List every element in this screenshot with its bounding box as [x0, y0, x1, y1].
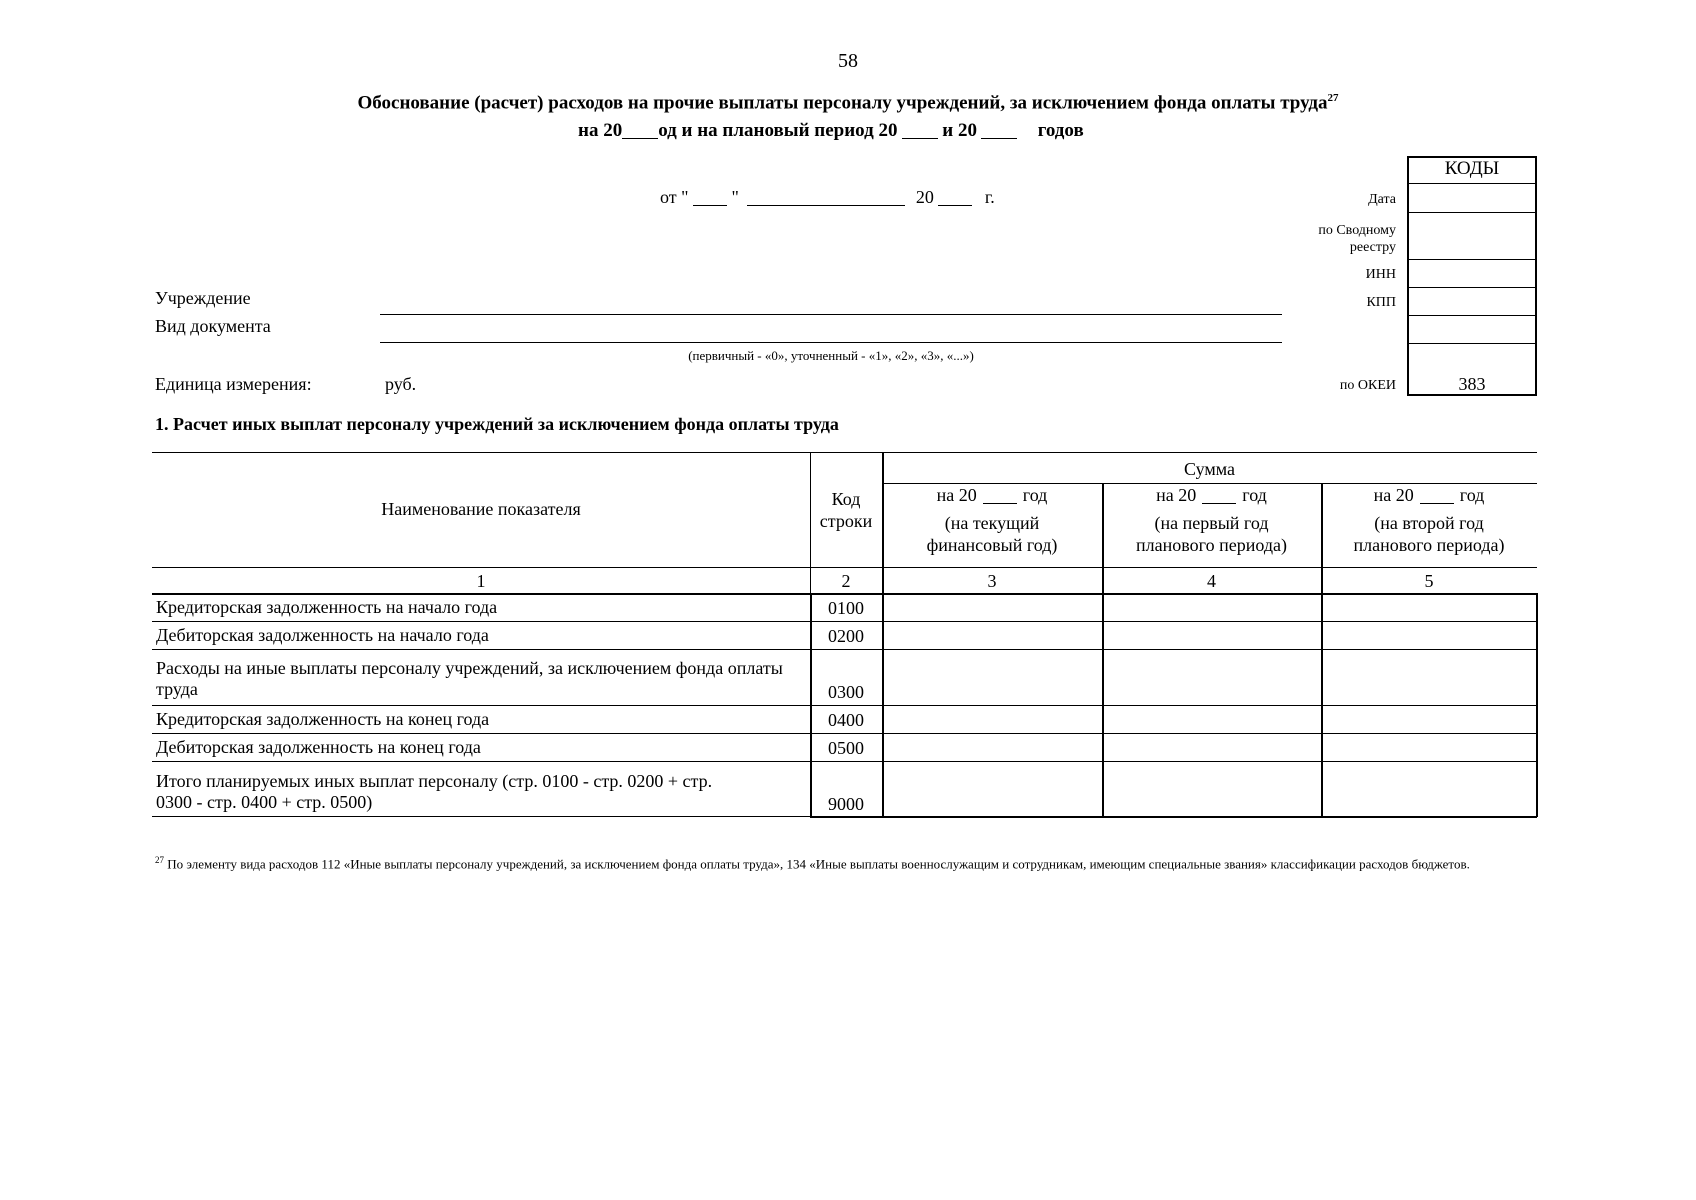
unit-value: руб. — [385, 374, 417, 394]
table-row-code: 0100 — [828, 598, 864, 618]
date-year-suffix: г. — [984, 187, 995, 207]
column-3-year-prefix: на 20 — [936, 485, 977, 505]
column-4-label-1: (на первый год — [1154, 513, 1269, 533]
column-5-year-prefix: на 20 — [1373, 485, 1414, 505]
table-bottom-border — [810, 816, 1537, 818]
column-3-label-1: (на текущий — [944, 513, 1040, 533]
column-header-sum: Сумма — [1184, 459, 1235, 479]
table-row-code: 0200 — [828, 626, 864, 646]
date-prefix: от " — [660, 187, 689, 207]
unit-label: Единица измерения: — [155, 374, 312, 394]
subtitle-part-4: годов — [1037, 120, 1084, 141]
codes-divider — [1407, 343, 1537, 344]
codes-divider — [1407, 315, 1537, 316]
table-row-name: Дебиторская задолженность на начало года — [156, 625, 489, 645]
okei-code-label: по ОКЕИ — [1339, 378, 1396, 393]
table-row-code: 9000 — [828, 794, 864, 814]
year-blank-2[interactable] — [902, 120, 938, 139]
table-row-name: Дебиторская задолженность на конец года — [156, 737, 481, 757]
column-4-year-suffix: год — [1242, 485, 1267, 505]
date-code-label: Дата — [1368, 192, 1396, 207]
column-5-label-2: планового периода) — [1353, 535, 1505, 555]
row-divider — [152, 649, 1537, 650]
table-row-code: 0500 — [828, 738, 864, 758]
column-5-label-1: (на второй год — [1374, 513, 1484, 533]
section-title: 1. Расчет иных выплат персоналу учреждений за исключением фонда оплаты труда — [155, 414, 839, 434]
footnote-text: По элементу вида расходов 112 «Иные выплаты персоналу учреждений, за исключением фонда оплаты труда», 134 «Иные выплаты военнослужащим и сотрудникам, имеющим специальные звания» классификации расходов бюджетов. — [167, 856, 1470, 872]
column-3-label-2: финансовый год) — [926, 535, 1058, 555]
kpp-code-label: КПП — [1366, 295, 1396, 310]
row-divider — [152, 621, 1537, 622]
column-3-year-suffix: год — [1022, 485, 1048, 505]
column-5-year-suffix: год — [1459, 485, 1485, 505]
row-divider — [152, 705, 1537, 706]
month-field[interactable] — [747, 187, 905, 206]
column-header-code-1: Код — [831, 489, 861, 509]
date-year-prefix: 20 — [915, 187, 934, 207]
year-field[interactable] — [938, 187, 972, 206]
table-row-name: Итого планируемых иных выплат персоналу (стр. 0100 - стр. 0200 + стр. 0300 - стр. 0400 + стр. 0500) — [156, 771, 713, 812]
table-row-name: Кредиторская задолженность на конец года — [156, 709, 490, 729]
year-blank-3[interactable] — [981, 120, 1017, 139]
column-3-year-blank[interactable] — [983, 485, 1017, 504]
table-row-name: Расходы на иные выплаты персоналу учреждений, за исключением фонда оплаты труда — [156, 658, 783, 699]
page-number: 58 — [838, 50, 858, 72]
footnote-mark: 27 — [155, 855, 164, 865]
table-row-name: Кредиторская задолженность на начало года — [156, 597, 498, 617]
footnote — [155, 852, 1535, 872]
table-row-code: 0300 — [828, 682, 864, 702]
column-header-code-2: строки — [819, 511, 873, 531]
subtitle-part-1: на 20 — [578, 120, 623, 141]
table-right-border — [1536, 593, 1538, 817]
date-quote-close: " — [731, 187, 739, 207]
title-footnote-mark: 27 — [1327, 92, 1339, 104]
table-row-code: 0400 — [828, 710, 864, 730]
column-4-label-2: планового периода) — [1136, 535, 1287, 555]
title-text: Обоснование (расчет) расходов на прочие выплаты персоналу учреждений, за исключением фонда оплаты труда — [357, 92, 1328, 114]
column-number-2: 2 — [841, 571, 851, 591]
column-4-year-blank[interactable] — [1202, 485, 1236, 504]
codes-divider — [1407, 212, 1537, 213]
okei-code-value: 383 — [1458, 374, 1486, 394]
inn-code-label: ИНН — [1365, 267, 1396, 282]
numbers-row-divider — [152, 593, 1537, 595]
code-column-right — [882, 452, 884, 817]
row-divider — [152, 733, 1537, 734]
subtitle-part-2: од и на плановый период 20 — [658, 120, 898, 141]
codes-title: КОДЫ — [1444, 158, 1500, 179]
column-number-5: 5 — [1424, 571, 1434, 591]
year-blank-1[interactable] — [622, 120, 658, 139]
column-5-year — [1321, 484, 1537, 506]
row-divider — [152, 761, 1537, 762]
doc-type-hint: (первичный - «0», уточненный - «1», «2», «3», «...») — [688, 348, 974, 363]
registry-code-label-2: реестру — [1349, 240, 1396, 255]
institution-field[interactable] — [380, 314, 1282, 315]
header-bottom-border — [152, 567, 1537, 568]
subtitle-part-3: и 20 — [942, 120, 977, 141]
column-3-year — [882, 484, 1102, 506]
day-field[interactable] — [693, 187, 727, 206]
column-4-year — [1102, 484, 1321, 506]
date-line — [660, 187, 995, 208]
codes-divider — [1407, 287, 1537, 288]
column-4-year-prefix: на 20 — [1156, 485, 1197, 505]
doc-type-label: Вид документа — [155, 316, 271, 336]
document-title — [0, 92, 1696, 114]
column-number-4: 4 — [1207, 571, 1216, 591]
table-top-border — [152, 452, 1537, 453]
column-header-name: Наименование показателя — [381, 499, 581, 519]
column-number-3: 3 — [987, 571, 997, 591]
codes-divider — [1407, 259, 1537, 260]
column-5-year-blank[interactable] — [1420, 485, 1454, 504]
codes-divider — [1407, 183, 1537, 184]
institution-label: Учреждение — [155, 288, 251, 308]
table-bottom-left — [152, 816, 810, 817]
doc-type-field[interactable] — [380, 342, 1282, 343]
registry-code-label-1: по Сводному — [1318, 223, 1396, 238]
codes-box — [1407, 156, 1537, 396]
column-number-1: 1 — [476, 571, 486, 591]
document-subtitle — [578, 120, 1084, 142]
